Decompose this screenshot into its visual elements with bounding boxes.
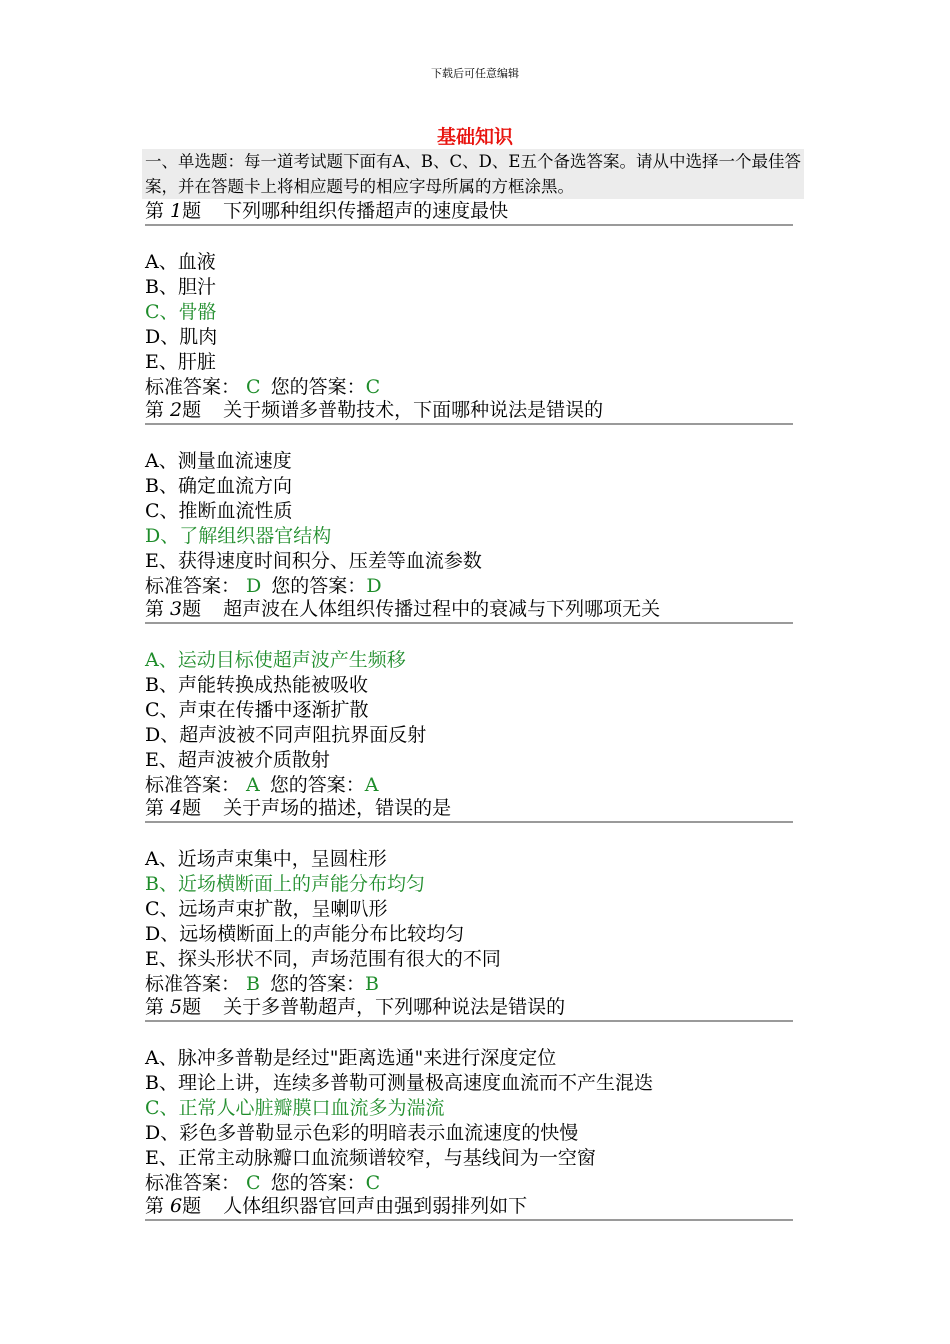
- question-title: [145, 199, 793, 226]
- standard-answer-value: A: [240, 774, 260, 796]
- option: D、彩色多普勒显示色彩的明暗表示血流速度的快慢: [145, 1122, 579, 1144]
- answer-line: [145, 574, 793, 599]
- your-answer-value: A: [364, 774, 379, 796]
- your-answer-label: 您的答案：: [270, 1172, 366, 1194]
- question-prefix: 第: [145, 797, 171, 819]
- option: E、超声波被介质散射: [145, 749, 330, 771]
- option-correct: C、骨骼: [145, 301, 217, 323]
- option: B、声能转换成热能被吸收: [145, 674, 368, 696]
- standard-answer-value: D: [240, 575, 262, 597]
- your-answer-value: C: [365, 376, 381, 398]
- question-suffix: 题: [182, 797, 202, 819]
- question-suffix: 题: [182, 200, 202, 222]
- question-block: [145, 199, 793, 400]
- question-block: [145, 995, 793, 1196]
- answer-line: [145, 972, 793, 997]
- option: C、推断血流性质: [145, 500, 293, 522]
- question-prefix: 第: [145, 996, 171, 1018]
- question-text: 关于多普勒超声，下列哪种说法是错误的: [223, 996, 566, 1018]
- option: C、远场声束扩散，呈喇叭形: [145, 898, 388, 920]
- answer-line: [145, 1171, 793, 1196]
- question-text: 下列哪种组织传播超声的速度最快: [223, 200, 509, 222]
- question-prefix: 第: [145, 399, 171, 421]
- standard-answer-label: 标准答案：: [145, 973, 241, 995]
- option-correct: C、正常人心脏瓣膜口血流多为湍流: [145, 1097, 445, 1119]
- question-suffix: 题: [182, 996, 202, 1018]
- question-prefix: 第: [145, 598, 171, 620]
- answer-line: [145, 375, 793, 400]
- your-answer-value: C: [365, 1172, 381, 1194]
- standard-answer-label: 标准答案：: [145, 575, 241, 597]
- option: A、血液: [145, 251, 216, 273]
- question-suffix: 题: [182, 1195, 202, 1217]
- option: D、超声波被不同声阻抗界面反射: [145, 724, 427, 746]
- your-answer-label: 您的答案：: [270, 376, 366, 398]
- question-title: [145, 796, 793, 823]
- question-block: [145, 796, 793, 997]
- question-title: [145, 398, 793, 425]
- your-answer-value: B: [365, 973, 380, 995]
- question-block: [145, 398, 793, 599]
- option: C、声束在传播中逐渐扩散: [145, 699, 369, 721]
- standard-answer-label: 标准答案：: [145, 1172, 241, 1194]
- question-title: [145, 1194, 793, 1221]
- option: A、测量血流速度: [145, 450, 292, 472]
- question-block: [145, 597, 793, 798]
- question-suffix: 题: [182, 598, 202, 620]
- header-note: 下载后可任意编辑: [431, 67, 519, 80]
- option: E、获得速度时间积分、压差等血流参数: [145, 550, 482, 572]
- question-number: 4: [170, 797, 183, 819]
- question-prefix: 第: [145, 1195, 171, 1217]
- question-text: 关于声场的描述，错误的是: [223, 797, 452, 819]
- standard-answer-value: C: [240, 376, 261, 398]
- question-number: 6: [170, 1195, 183, 1217]
- question-title: [145, 597, 793, 624]
- option: D、远场横断面上的声能分布比较均匀: [145, 923, 465, 945]
- option: D、肌肉: [145, 326, 218, 348]
- option: E、肝脏: [145, 351, 216, 373]
- question-text: 关于频谱多普勒技术，下面哪种说法是错误的: [223, 399, 604, 421]
- standard-answer-label: 标准答案：: [145, 376, 241, 398]
- question-number: 3: [170, 598, 183, 620]
- question-title: [145, 995, 793, 1022]
- section-instructions: 一、单选题：每一道考试题下面有A、B、C、D、E五个备选答案。请从中选择一个最佳答案，并在答题卡上将相应题号的相应字母所属的方框涂黑。: [142, 149, 804, 199]
- your-answer-label: 您的答案：: [269, 774, 365, 796]
- document-title: 基础知识: [436, 126, 513, 148]
- question-prefix: 第: [145, 200, 171, 222]
- option: E、探头形状不同，声场范围有很大的不同: [145, 948, 501, 970]
- question-suffix: 题: [182, 399, 202, 421]
- option: E、正常主动脉瓣口血流频谱较窄，与基线间为一空窗: [145, 1147, 596, 1169]
- question-number: 1: [170, 200, 183, 222]
- your-answer-value: D: [366, 575, 382, 597]
- option-correct: D、了解组织器官结构: [145, 525, 332, 547]
- standard-answer-value: B: [240, 973, 261, 995]
- standard-answer-value: C: [240, 1172, 261, 1194]
- option: B、胆汁: [145, 276, 216, 298]
- option: A、近场声束集中，呈圆柱形: [145, 848, 387, 870]
- standard-answer-label: 标准答案：: [145, 774, 241, 796]
- question-block: [145, 1194, 793, 1221]
- your-answer-label: 您的答案：: [271, 575, 367, 597]
- question-text: 超声波在人体组织传播过程中的衰减与下列哪项无关: [223, 598, 661, 620]
- question-number: 2: [170, 399, 183, 421]
- option: B、确定血流方向: [145, 475, 292, 497]
- your-answer-label: 您的答案：: [270, 973, 366, 995]
- option: B、理论上讲，连续多普勒可测量极高速度血流而不产生混迭: [145, 1072, 653, 1094]
- option: A、脉冲多普勒是经过"距离选通"来进行深度定位: [145, 1047, 557, 1069]
- question-number: 5: [170, 996, 183, 1018]
- answer-line: [145, 773, 793, 798]
- option-correct: A、运动目标使超声波产生频移: [145, 649, 406, 671]
- question-text: 人体组织器官回声由强到弱排列如下: [223, 1195, 528, 1217]
- option-correct: B、近场横断面上的声能分布均匀: [145, 873, 425, 895]
